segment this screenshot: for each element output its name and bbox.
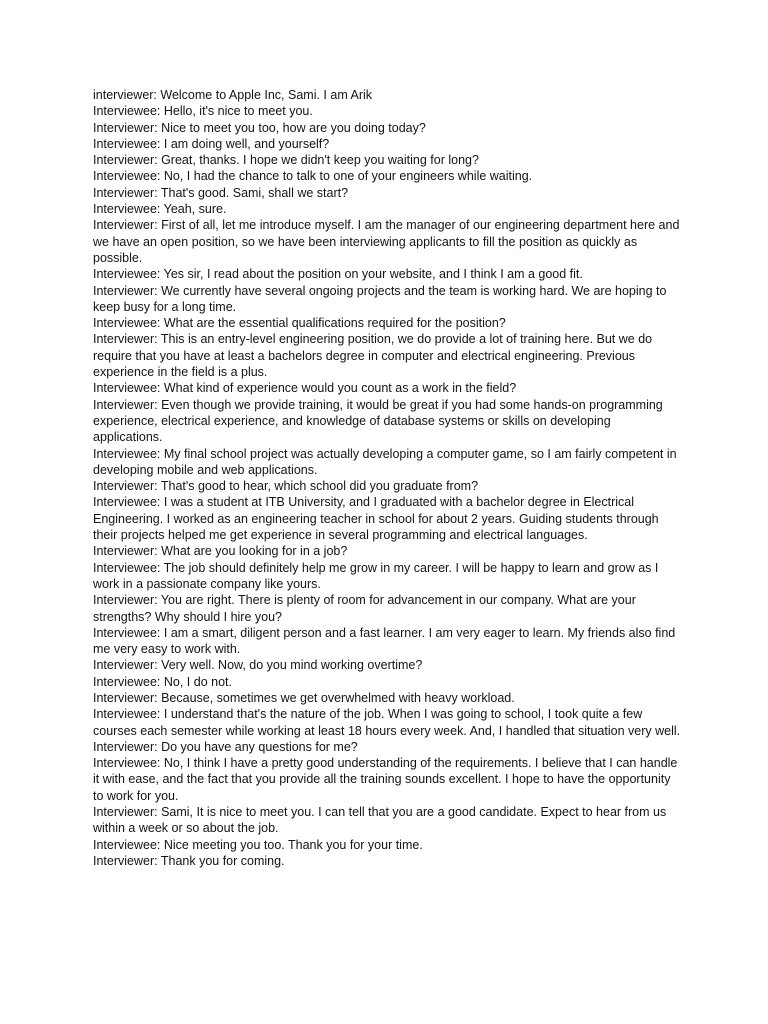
transcript-line: Interviewer: That's good to hear, which school did you graduate from? (93, 479, 479, 494)
transcript-line: Interviewee: Yes sir, I read about the position on your website, and I think I am a good fit. (93, 267, 583, 282)
transcript-line: Interviewee: No, I think I have a pretty good understanding of the requirements. I believe that I can handle it with ease, and the fact that you provide all the training sounds excellent. I hope to have the opportunity to work for you. (93, 756, 678, 803)
transcript-line: Interviewee: I am a smart, diligent person and a fast learner. I am very eager to learn. My friends also find me very easy to work with. (93, 625, 676, 657)
transcript-line: Interviewer: Very well. Now, do you mind working overtime? (93, 658, 423, 673)
transcript-line: Interviewee: I am doing well, and yourself? (93, 136, 330, 151)
transcript-line: Interviewer: Nice to meet you too, how are you doing today? (93, 120, 426, 135)
transcript-line: Interviewee: I understand that's the nature of the job. When I was going to school, I took quite a few courses each semester while working at least 18 hours every week. And, I handled that situation very well. (93, 707, 681, 738)
transcript-line: Interviewee: My final school project was actually developing a computer game, so I am fairly competent in developing mobile and web applications. (93, 446, 677, 477)
interview-transcript (93, 87, 683, 869)
transcript-line: Interviewer: That's good. Sami, shall we start? (93, 185, 349, 200)
transcript-line: Interviewer: Thank you for coming. (93, 853, 285, 868)
transcript-line: Interviewer: We currently have several ongoing projects and the team is working hard. We are hoping to keep busy for a long time. (93, 283, 667, 314)
transcript-line: Interviewer: Even though we provide training, it would be great if you had some hands-on programming experience, electrical experience, and knowledge of database systems or skills on developing applications. (93, 397, 663, 445)
transcript-line: Interviewee: What are the essential qualifications required for the position? (93, 316, 506, 331)
transcript-line: Interviewer: This is an entry-level engineering position, we do provide a lot of training here. But we do require that you have at least a bachelors degree in computer and electrical engineering. Previous experience in the field is a plus. (93, 332, 653, 380)
transcript-line: Interviewer: Because, sometimes we get overwhelmed with heavy workload. (93, 690, 515, 705)
transcript-line: Interviewer: Great, thanks. I hope we didn't keep you waiting for long? (93, 153, 479, 168)
transcript-line: Interviewee: No, I do not. (93, 674, 232, 689)
transcript-line: Interviewee: What kind of experience would you count as a work in the field? (93, 381, 517, 396)
transcript-line: Interviewer: First of all, let me introduce myself. I am the manager of our engineering department here and we have an open position, so we have been interviewing applicants to fill the position as quickly as possible. (93, 218, 680, 265)
transcript-line: Interviewer: You are right. There is plenty of room for advancement in our company. What are your strengths? Why should I hire you? (93, 593, 636, 624)
transcript-line: Interviewer: Sami, It is nice to meet you. I can tell that you are a good candidate. Expect to hear from us within a week or so about the job. (93, 805, 667, 836)
transcript-line: Interviewee: Yeah, sure. (93, 202, 227, 217)
transcript-line: Interviewer: What are you looking for in a job? (93, 544, 348, 559)
transcript-line: Interviewee: Hello, it's nice to meet you. (93, 104, 313, 119)
transcript-line: Interviewee: I was a student at ITB University, and I graduated with a bachelor degree in Electrical Engineering. I worked as an engineering teacher in school for about 2 years. Guiding students through their projects helped me get experience in several programming and electrical languages. (93, 495, 659, 543)
transcript-line: Interviewee: No, I had the chance to talk to one of your engineers while waiting. (93, 169, 533, 184)
transcript-line: Interviewer: Do you have any questions for me? (93, 739, 358, 754)
transcript-line: Interviewee: Nice meeting you too. Thank you for your time. (93, 837, 423, 852)
transcript-line: interviewer: Welcome to Apple Inc, Sami. I am Arik (93, 88, 373, 102)
transcript-line: Interviewee: The job should definitely help me grow in my career. I will be happy to learn and grow as I work in a passionate company like yours. (93, 560, 659, 591)
